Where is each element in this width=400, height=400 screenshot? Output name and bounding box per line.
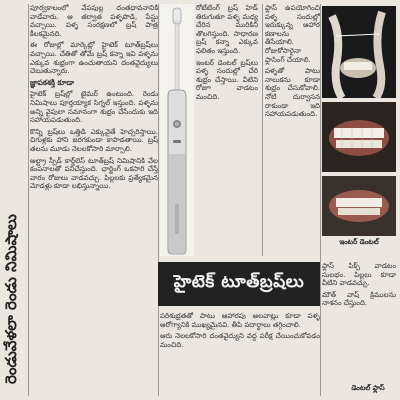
- article-column-2: [196, 4, 258, 252]
- teeth-photo: [322, 102, 396, 172]
- floss-caption: డెంటల్ ఫ్లాస్: [351, 384, 385, 392]
- banner-title: హైటెక్ టూత్‌బ్రష్‌లు: [173, 272, 305, 292]
- paragraph: మౌత్ వాష్ క్రిములను నాశనం చేస్తుంది.: [322, 290, 396, 308]
- vertical-headline-strip: [2, 0, 26, 400]
- electric-toothbrush-photo: [160, 4, 194, 256]
- subheading: జ్ఞాపకశక్తి కూడా: [30, 77, 75, 87]
- column-divider: [158, 4, 159, 396]
- paragraph: పరిశుభ్రతతో పాటు ఆహారపు అలవాట్లు కూడా పళ్ళ ఆరోగ్యానికి ముఖ్యమైనవి. తీపి పదార్థాలు తగ్గించాలి.: [160, 312, 320, 329]
- paragraph: హైటెక్ బ్రష్‌ల్లో టైమర్ ఉంటుంది. రెండు నిమిషాలు పూర్తయ్యాక సిగ్నల్ ఇస్తుంది. పళ్ళను అన్ని వైపులా సమానంగా శుభ్రం చేసేందుకు ఇది సహాయపడుతుంది.: [30, 90, 158, 125]
- paragraph: పళ్ళతో పాటు నాలుకను కూడా శుభ్రం చేసుకోవాలి. నోటి దుర్వాసన రాకుండా ఇది సహాయపడుతుంది.: [265, 67, 320, 119]
- article-column-4: [160, 312, 320, 396]
- paragraph: ఇంటర్ డెంటల్ బ్రష్‌లు పళ్ళ సందుల్లో చేరి శుభ్రం చేస్తాయి. వీటిని రోజూ వాడటం మంచిది.: [196, 58, 258, 101]
- column-divider: [262, 4, 263, 256]
- paragraph: అల్ట్రా స్పీడ్ కార్డ్‌లెస్ టూత్‌బ్రష్ నిమిషానికి వేల కంపనాలతో పనిచేస్తుంది. ఛార్జింగ్ ఒకసారి చేస్తే వారం రోజులు వాడవచ్చు. పిల్లలకు ప్రత్యేకమైన మోడళ్లు కూడా లభిస్తున్నాయి.: [30, 156, 158, 191]
- column-divider: [28, 4, 29, 396]
- article-column-5: [322, 262, 396, 396]
- paragraph: ఫ్లాస్ ఉపయోగించి పళ్ళ సందుల్లో ఇరుక్కున్న ఆహార కణాలను తీసేయాలి. రోజుకోసారైనా ఫ్లాసింగ్ చేయాలి.: [265, 4, 320, 64]
- vertical-headline: రెండువేళలా రెండు నిమిషాలు: [2, 214, 20, 384]
- paragraph: ఫ్లాస్ పిక్స్ వాడటం సులభం. పిల్లలు కూడా వీటిని వాడవచ్చు.: [322, 262, 396, 288]
- flossing-photo: [322, 6, 396, 98]
- paragraph: పూర్వకాలంలో వేపపుల్ల దంతధావనానికి వాడేవారు. ఆ తర్వాత పళ్ళపొడి, పేస్టు వచ్చాయి. పళ్ళ సంరక్షణలో బ్రష్ పాత్ర కీలకమైనది.: [30, 4, 158, 38]
- column-divider: [320, 4, 321, 396]
- paragraph: ఈ రోజుల్లో మార్కెట్లో హైటెక్ టూత్‌బ్రష్‌లు వచ్చాయి. చేతితో తోమే బ్రష్ కన్నా ఇవి పళ్ళను ఎక్కువ శుభ్రంగా ఉంచుతాయని దంతవైద్యులు చెబుతున్నారు.: [30, 41, 158, 76]
- teeth-caption: ఇంటర్ డెంటల్: [339, 238, 379, 246]
- headline-banner: [158, 262, 320, 306]
- paragraph: కొన్ని బ్రష్‌లు ఒత్తిడి ఎక్కువైతే హెచ్చరిస్తాయి. చిగుళ్లకు హాని జరగకుండా కాపాడతాయి. బ్రష్ తలను మూడు నెలలకోసారి మార్చాలి.: [30, 127, 158, 153]
- teeth-closeup-photo: [322, 176, 396, 236]
- paragraph: ఆరు నెలలకోసారి దంతవైద్యుని వద్ద పరీక్ష చేయించుకోవడం మంచిది.: [160, 332, 320, 349]
- article-column-1: [30, 4, 158, 396]
- toothbrush-icon: [160, 4, 194, 256]
- paragraph: రోటేటింగ్ బ్రష్ హెడ్ తిరుగుతూ పళ్ళ మధ్య చేరిన మురికిని తొలగిస్తుంది. సాధారణ బ్రష్ కన్నా ఎక్కువ ఫలితం ఇస్తుంది.: [196, 4, 258, 55]
